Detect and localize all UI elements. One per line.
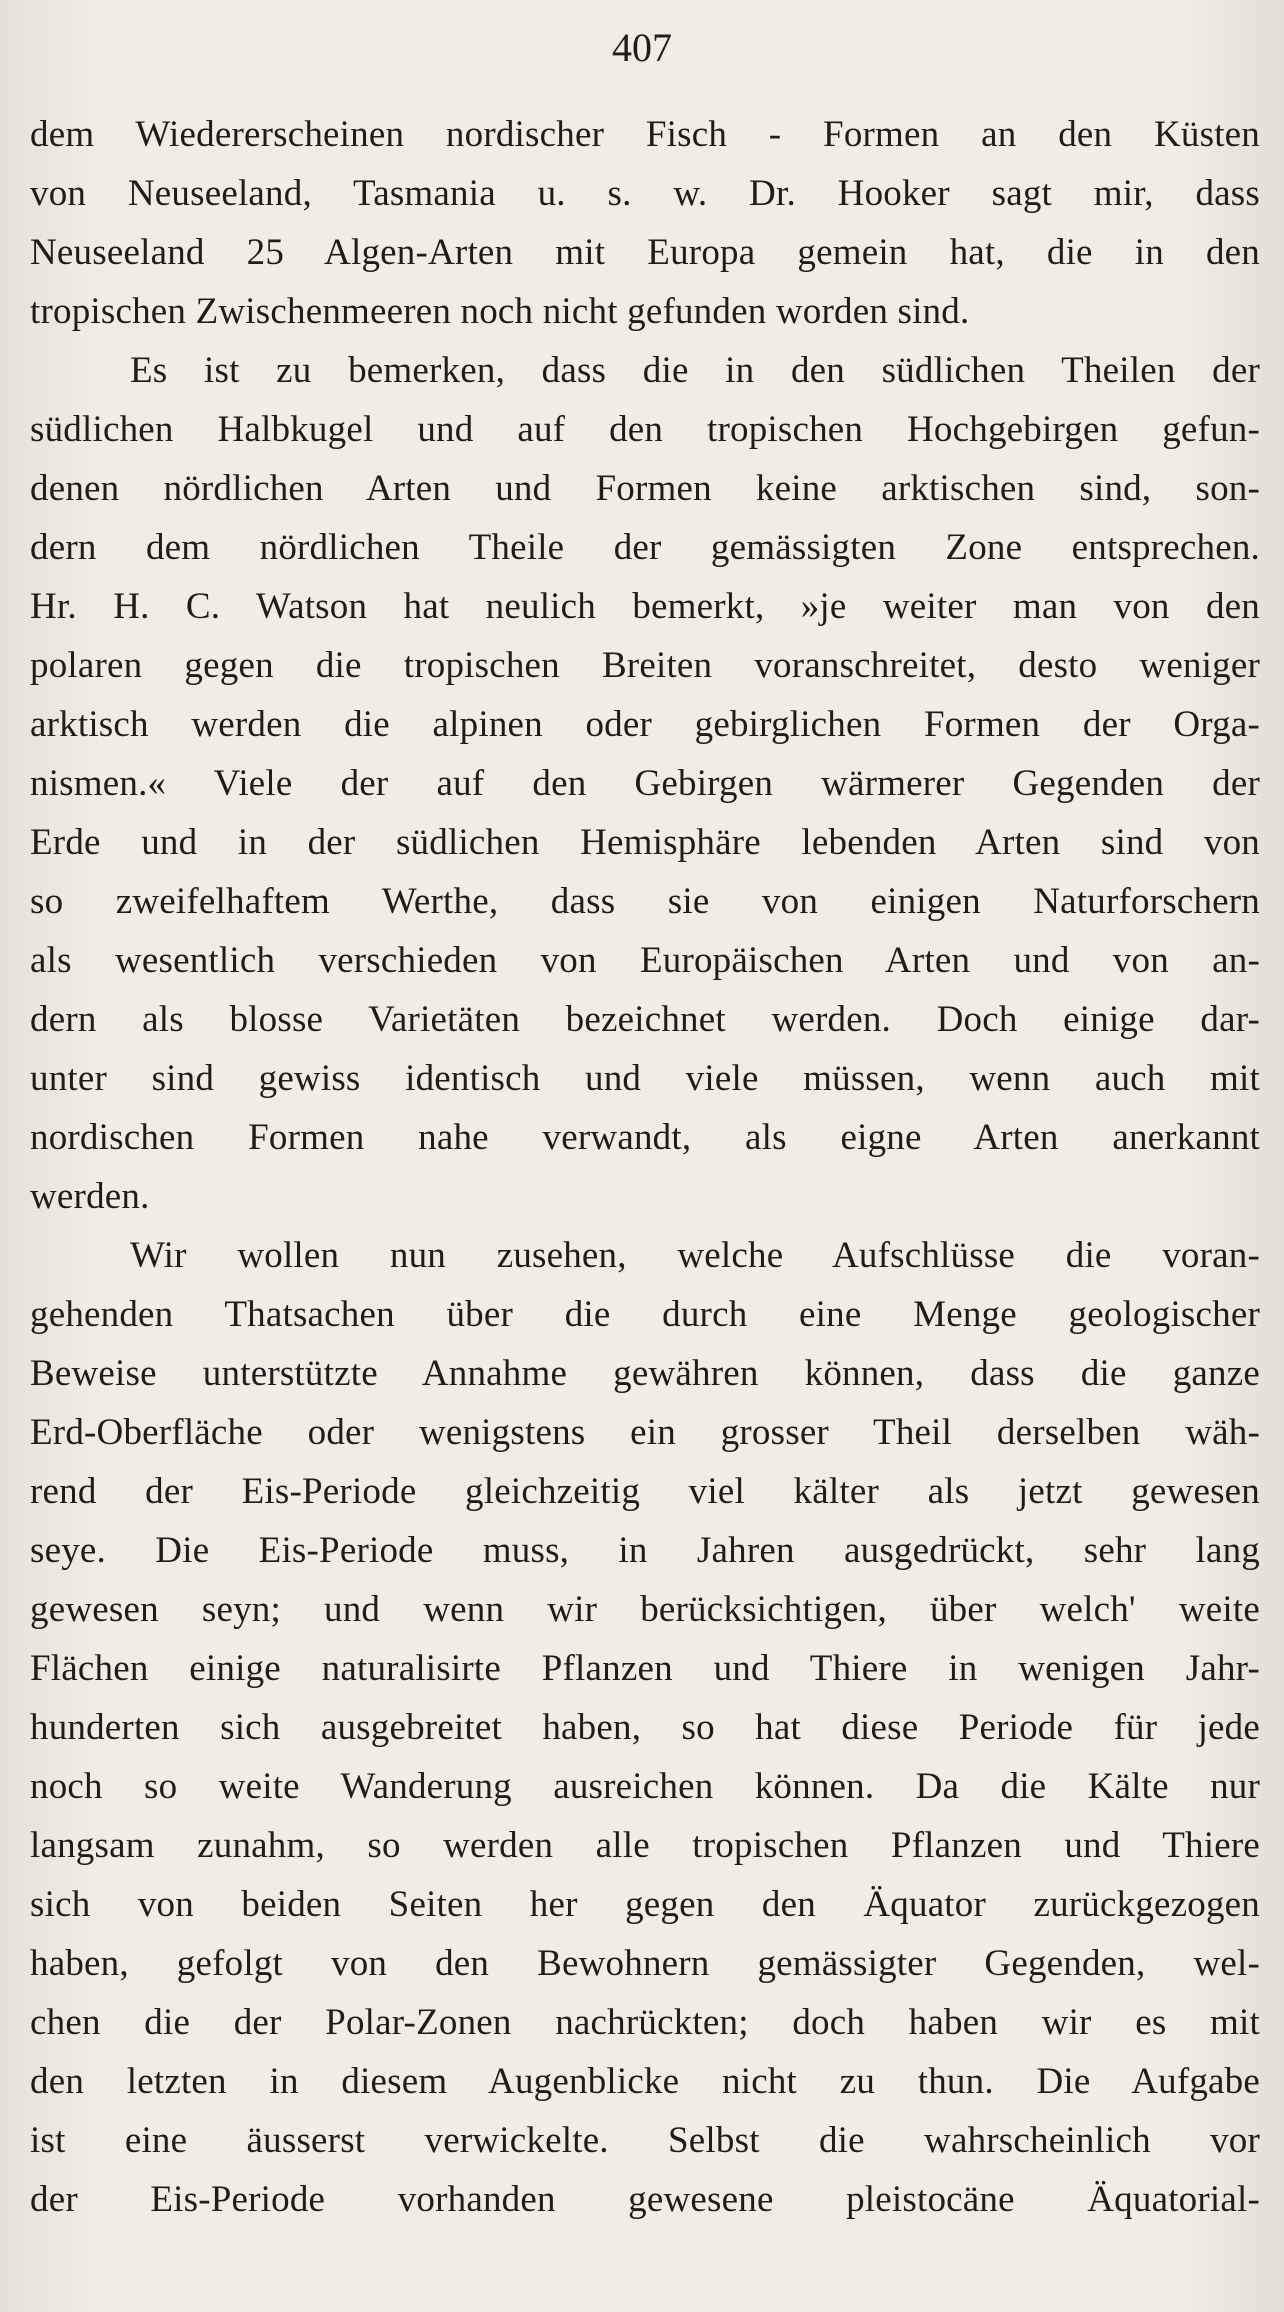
text-line: hunderten sich ausgebreitet haben, so hat diese Periode für jede: [30, 1707, 1260, 1748]
text-line: dem Wiedererscheinen nordischer Fisch - Formen an den Küsten: [30, 114, 1260, 155]
text-line: rend der Eis-Periode gleichzeitig viel kälter als jetzt gewesen: [30, 1471, 1260, 1512]
text-line: dern dem nördlichen Theile der gemässigten Zone entsprechen.: [30, 527, 1260, 568]
text-line: dern als blosse Varietäten bezeichnet werden. Doch einige dar-: [30, 999, 1260, 1040]
text-line: haben, gefolgt von den Bewohnern gemässigter Gegenden, wel-: [30, 1943, 1260, 1984]
text-line: sich von beiden Seiten her gegen den Äquator zurückgezogen: [30, 1884, 1260, 1925]
text-line: Beweise unterstützte Annahme gewähren können, dass die ganze: [30, 1353, 1260, 1394]
text-line: Wir wollen nun zusehen, welche Aufschlüsse die voran-: [130, 1235, 1260, 1276]
text-line: so zweifelhaftem Werthe, dass sie von einigen Naturforschern: [30, 881, 1260, 922]
text-line: chen die der Polar-Zonen nachrückten; doch haben wir es mit: [30, 2002, 1260, 2043]
text-line: noch so weite Wanderung ausreichen können. Da die Kälte nur: [30, 1766, 1260, 1807]
text-line: tropischen Zwischenmeeren noch nicht gefunden worden sind.: [30, 291, 970, 332]
text-line: den letzten in diesem Augenblicke nicht zu thun. Die Aufgabe: [30, 2061, 1260, 2102]
text-line: nordischen Formen nahe verwandt, als eigne Arten anerkannt: [30, 1117, 1260, 1158]
text-line: unter sind gewiss identisch und viele müssen, wenn auch mit: [30, 1058, 1260, 1099]
text-line: langsam zunahm, so werden alle tropischen Pflanzen und Thiere: [30, 1825, 1260, 1866]
text-line: als wesentlich verschieden von Europäischen Arten und von an-: [30, 940, 1260, 981]
text-line: gehenden Thatsachen über die durch eine Menge geologischer: [30, 1294, 1260, 1335]
text-line: Erde und in der südlichen Hemisphäre lebenden Arten sind von: [30, 822, 1260, 863]
text-line: Erd-Oberfläche oder wenigstens ein grosser Theil derselben wäh-: [30, 1412, 1260, 1453]
page-number: 407: [612, 25, 672, 70]
text-line: polaren gegen die tropischen Breiten voranschreitet, desto weniger: [30, 645, 1260, 686]
text-line: denen nördlichen Arten und Formen keine arktischen sind, son-: [30, 468, 1260, 509]
text-line: Hr. H. C. Watson hat neulich bemerkt, »je weiter man von den: [30, 586, 1260, 627]
body-text: [30, 105, 1260, 2229]
text-line: seye. Die Eis-Periode muss, in Jahren ausgedrückt, sehr lang: [30, 1530, 1260, 1571]
text-line: arktisch werden die alpinen oder gebirglichen Formen der Orga-: [30, 704, 1260, 745]
text-line: südlichen Halbkugel und auf den tropischen Hochgebirgen gefun-: [30, 409, 1260, 450]
text-line: der Eis-Periode vorhanden gewesene pleistocäne Äquatorial-: [30, 2179, 1260, 2220]
text-line: gewesen seyn; und wenn wir berücksichtigen, über welch' weite: [30, 1589, 1260, 1630]
text-line: Es ist zu bemerken, dass die in den südlichen Theilen der: [130, 350, 1260, 391]
text-line: von Neuseeland, Tasmania u. s. w. Dr. Hooker sagt mir, dass: [30, 173, 1260, 214]
text-line: Flächen einige naturalisirte Pflanzen und Thiere in wenigen Jahr-: [30, 1648, 1260, 1689]
text-line: ist eine äusserst verwickelte. Selbst die wahrscheinlich vor: [30, 2120, 1260, 2161]
text-line: nismen.« Viele der auf den Gebirgen wärmerer Gegenden der: [30, 763, 1260, 804]
text-line: werden.: [30, 1176, 150, 1217]
text-line: Neuseeland 25 Algen-Arten mit Europa gemein hat, die in den: [30, 232, 1260, 273]
